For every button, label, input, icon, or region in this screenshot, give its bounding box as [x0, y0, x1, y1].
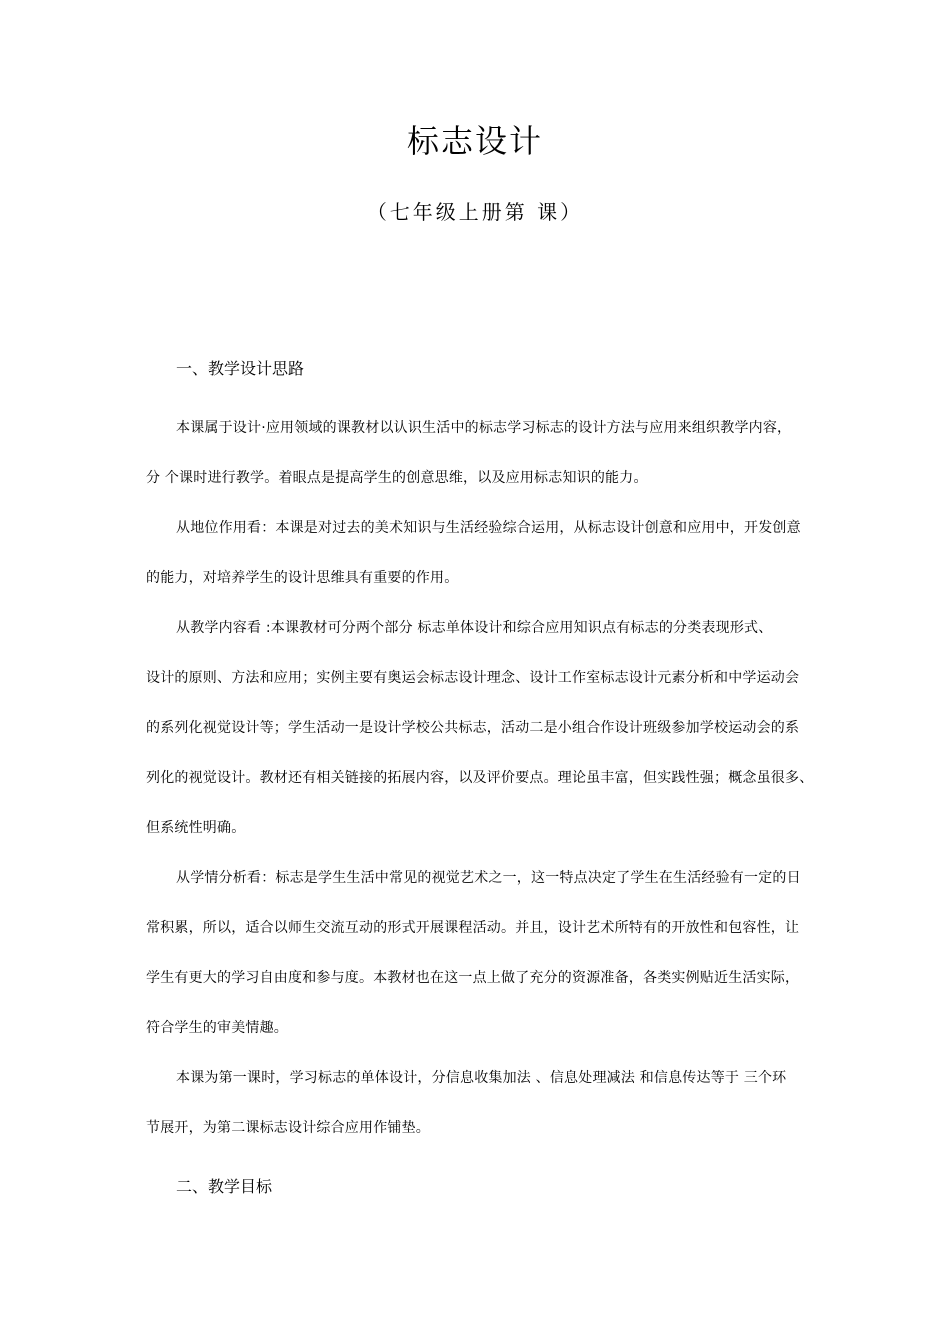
paragraph: [146, 403, 846, 503]
section-heading-teaching-goals: 二、教学目标: [176, 1177, 273, 1196]
paragraph-line: 节展开，为第二课标志设计综合应用作铺垫。: [146, 1120, 430, 1136]
paragraph: [146, 503, 846, 603]
paragraph-line: 学生有更大的学习自由度和参与度。本教材也在这一点上做了充分的资源准备，各类实例贴近生活实际，: [146, 970, 800, 986]
paragraph-line: 从教学内容看 :本课教材可分两个部分 标志单体设计和综合应用知识点有标志的分类表现形式、: [176, 620, 773, 636]
paragraph-line: 从学情分析看：标志是学生生活中常见的视觉艺术之一，这一特点决定了学生在生活经验有一定的日: [176, 870, 801, 886]
paragraph: [146, 853, 846, 1053]
document-subtitle: （七年级上册第 课）: [366, 200, 584, 224]
paragraph-line: 本课属于设计·应用领域的课教材以认识生活中的标志学习标志的设计方法与应用来组织教学内容，: [176, 420, 792, 436]
paragraph-line: 但系统性明确。: [146, 820, 246, 836]
document-body: [146, 355, 846, 1201]
paragraph-line: 从地位作用看：本课是对过去的美术知识与生活经验综合运用，从标志设计创意和应用中，开发创意: [176, 520, 801, 536]
section-heading-design-idea: 一、教学设计思路: [176, 359, 305, 378]
paragraph-line: 列化的视觉设计。教材还有相关链接的拓展内容，以及评价要点。理论虽丰富，但实践性强；概念虽很多、: [146, 770, 814, 786]
paragraph-line: 设计的原则、方法和应用；实例主要有奥运会标志设计理念、设计工作室标志设计元素分析和中学运动会: [146, 670, 800, 686]
paragraph-line: 分 个课时进行教学。着眼点是提高学生的创意思维，以及应用标志知识的能力。: [146, 470, 648, 486]
paragraph-line: 的系列化视觉设计等；学生活动一是设计学校公共标志，活动二是小组合作设计班级参加学校运动会的系: [146, 720, 800, 736]
paragraph-line: 本课为第一课时，学习标志的单体设计，分信息收集加法 、信息处理减法 和信息传达等于 三个环: [176, 1070, 787, 1086]
paragraph-line: 常积累，所以，适合以师生交流互动的形式开展课程活动。并且，设计艺术所特有的开放性和包容性，让: [146, 920, 800, 936]
section-paragraphs: [146, 403, 846, 1153]
paragraph-line: 符合学生的审美情趣。: [146, 1020, 288, 1036]
paragraph-line: 的能力，对培养学生的设计思维具有重要的作用。: [146, 570, 459, 586]
document-title: 标志设计: [406, 122, 543, 160]
paragraph: [146, 603, 846, 853]
paragraph: [146, 1053, 846, 1153]
